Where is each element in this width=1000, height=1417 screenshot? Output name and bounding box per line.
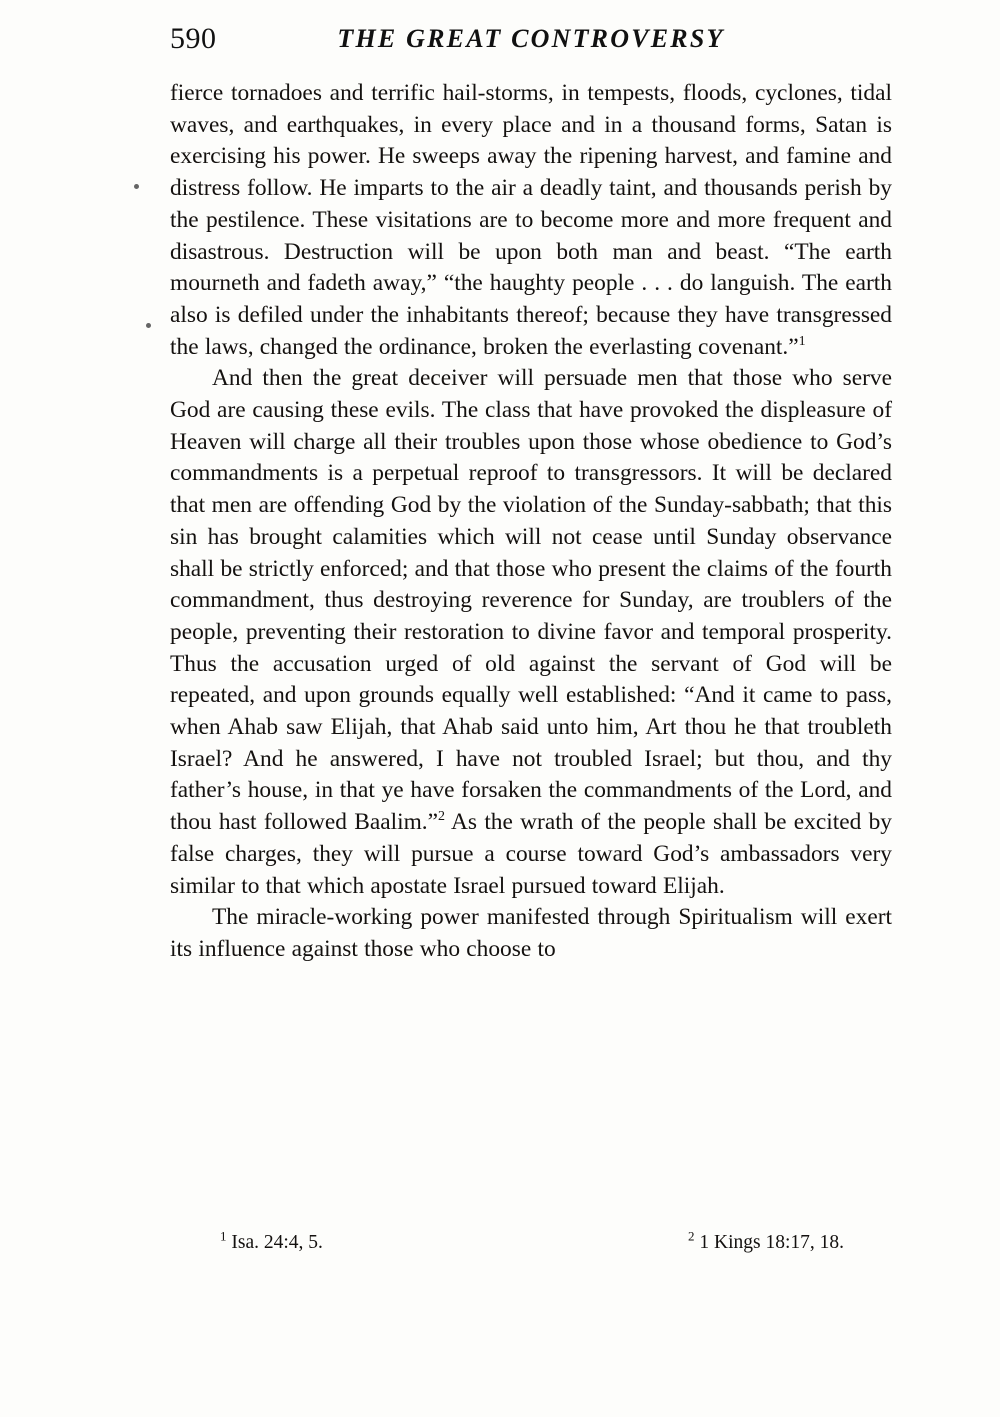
paragraph-2-text-continued: As the wrath of the people shall be excited by false charges, they will pursue a course toward God’s ambassadors very similar to that which apostate Israel pursued toward Elijah. — [170, 809, 892, 899]
footnote-ref-1[interactable]: 1 — [798, 333, 806, 349]
paragraph-2 — [170, 363, 892, 902]
paragraph-1 — [170, 78, 892, 363]
paragraph-1-text: fierce tornadoes and terrific hail-storms, in tempests, floods, cyclones, tidal waves, and earthquakes, in every place and in a thousand forms, Satan is exercising his power. He sweeps away the ripening harvest, and famine and distress follow. He imparts to the air a deadly taint, and thousands perish by the pestilence. These visitations are to become more and more frequent and disastrous. Destruction will be upon both man and beast. “The earth mourneth and fadeth away,” “the haughty people . . . do languish. The earth also is defiled under the inhabitants thereof; because they have transgressed the laws, changed the ordinance, broken the everlasting covenant.” — [170, 80, 892, 360]
page-number: 590 — [170, 22, 217, 55]
footnote-left-text: Isa. 24:4, 5. — [226, 1232, 323, 1253]
footnote-right-mark: 2 — [687, 1228, 695, 1244]
footnote-left-mark: 1 — [220, 1228, 227, 1244]
page-header — [170, 22, 892, 62]
footnote-ref-2[interactable]: 2 — [438, 809, 446, 825]
paragraph-2-text: And then the great deceiver will persuade men that those who serve God are causing these evils. The class that have provoked the displeasure of Heaven will charge all their troubles upon those whose obedience to God’s commandments is a perpetual reproof to transgressors. It will be declared that men are offending God by the violation of the Sunday-sabbath; that this sin has brought calamities which will not cease until Sunday observance shall be strictly enforced; and that those who present the claims of the fourth commandment, thus destroying reverence for Sunday, are troublers of the people, preventing their restoration to divine favor and temporal prosperity. Thus the accusation urged of old against the servant of God will be repeated, and upon grounds equally well established: “And it came to pass, when Ahab saw Elijah, that Ahab said unto him, Art thou he that troubleth Israel? And he answered, I have not troubled Israel; but thou, and thy father’s house, in that ye have forsaken the commandments of the Lord, and thou hast followed Baalim.” — [170, 365, 892, 836]
running-head-title: THE GREAT CONTROVERSY — [337, 24, 725, 53]
footnote-right — [687, 1228, 844, 1254]
footnote-area — [170, 1228, 892, 1262]
footnote-left — [220, 1228, 323, 1254]
margin-dot-icon — [134, 184, 139, 189]
footnote-right-text: 1 Kings 18:17, 18. — [694, 1232, 844, 1253]
paragraph-3-text: The miracle-working power manifested through Spiritualism will exert its influence against those who choose to — [170, 904, 892, 962]
margin-dot-icon — [146, 323, 151, 328]
paragraph-3 — [170, 902, 892, 965]
body-text-column — [170, 78, 892, 966]
